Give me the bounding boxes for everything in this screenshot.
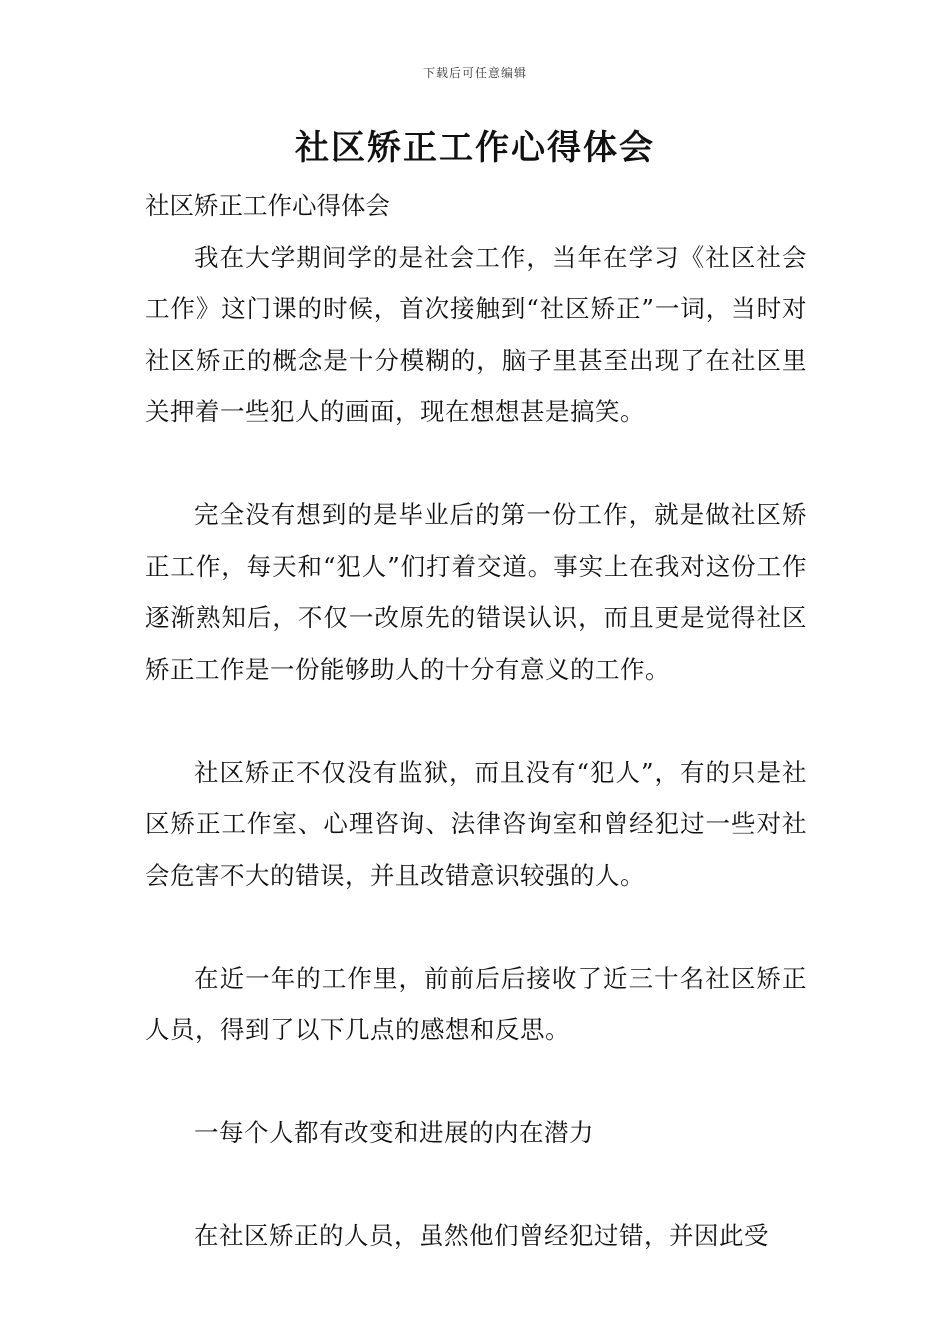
- document-body: [145, 180, 807, 1262]
- paragraph-gap: [145, 1159, 807, 1211]
- paragraph-5: 在社区矫正的人员，虽然他们曾经犯过错，并因此受: [194, 1221, 769, 1250]
- header-note: 下载后可任意编辑: [422, 66, 527, 80]
- paragraph-4: 在近一年的工作里，前前后后接收了近三十名社区矫正人员，得到了以下几点的感想和反思。: [145, 963, 807, 1044]
- section-heading-1: 一每个人都有改变和进展的内在潜力: [194, 1118, 594, 1147]
- paragraph-gap: [145, 901, 807, 953]
- paragraph-2: 完全没有想到的是毕业后的第一份工作，就是做社区矫正工作，每天和“犯人”们打着交道。事实上在我对这份工作逐渐熟知后，不仅一改原先的错误认识，而且更是觉得社区矫正工作是一份能够助人的十分有意义的工作。: [145, 500, 807, 684]
- paragraph-gap: [145, 695, 807, 747]
- document-subtitle: 社区矫正工作心得体会: [145, 191, 390, 220]
- paragraph-gap: [145, 438, 807, 490]
- paragraph-gap: [145, 1056, 807, 1108]
- paragraph-1: 我在大学期间学的是社会工作，当年在学习《社区社会工作》这门课的时候，首次接触到“社区矫正”一词，当时对社区矫正的概念是十分模糊的，脑子里甚至出现了在社区里关押着一些犯人的画面，现在想想甚是搞笑。: [145, 242, 807, 426]
- paragraph-3: 社区矫正不仅没有监狱，而且没有“犯人”，有的只是社区矫正工作室、心理咨询、法律咨询室和曾经犯过一些对社会危害不大的错误，并且改错意识较强的人。: [145, 757, 807, 890]
- document-title: 社区矫正工作心得体会: [295, 128, 655, 168]
